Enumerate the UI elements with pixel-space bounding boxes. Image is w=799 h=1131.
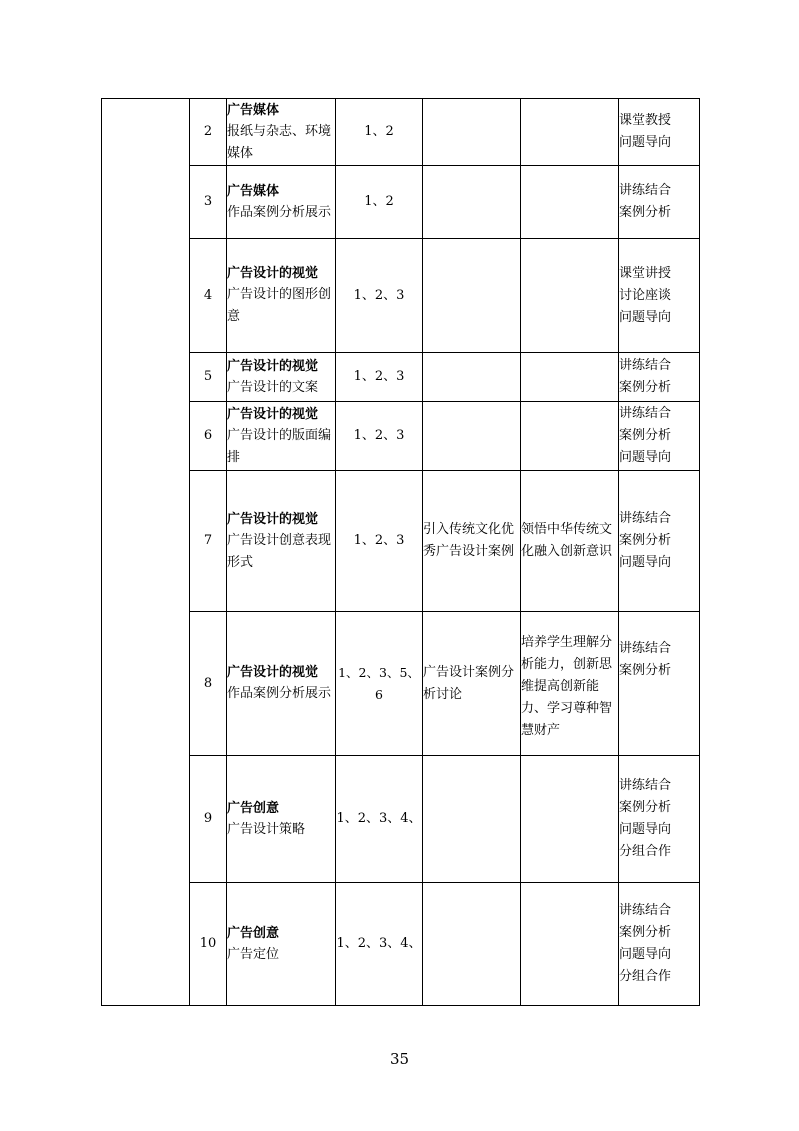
lesson-content: 广告定位 — [227, 946, 280, 962]
ideology-cell — [423, 402, 521, 471]
method-item: 讲练结合 — [619, 358, 672, 373]
method-item: 讲练结合 — [619, 183, 672, 198]
method-item: 问题导向 — [619, 822, 672, 837]
lesson-refs: 1、2、3、4、 — [336, 756, 423, 883]
table-row — [102, 612, 700, 756]
lesson-content: 广告设计策略 — [227, 821, 306, 837]
lesson-content: 广告设计的图形创意 — [227, 287, 332, 324]
lesson-number: 9 — [190, 756, 227, 883]
method-cell — [619, 471, 700, 612]
ideology-cell — [423, 883, 521, 1006]
method-cell — [619, 883, 700, 1006]
lesson-title: 广告媒体 — [227, 183, 280, 199]
lesson-title: 广告设计的视觉 — [227, 665, 319, 680]
lesson-title: 广告创意 — [227, 925, 280, 941]
goal-cell: 培养学生理解分析能力，创新思维提高创新能力、学习尊种智慧财产 — [521, 612, 619, 756]
method-item: 问题导向 — [619, 450, 672, 465]
lesson-content: 报纸与杂志、环境媒体 — [227, 123, 332, 161]
lesson-topic — [227, 99, 336, 166]
goal-cell: 领悟中华传统文化融入创新意识 — [521, 471, 619, 612]
method-item: 案例分析 — [619, 380, 672, 395]
method-cell — [619, 353, 700, 402]
ideology-cell — [423, 353, 521, 402]
chapter-cell — [102, 99, 190, 1006]
method-item: 讲练结合 — [619, 406, 672, 421]
lesson-topic — [227, 353, 336, 402]
page-number: 35 — [389, 1050, 410, 1068]
method-item: 分组合作 — [619, 969, 672, 984]
table-row — [102, 99, 700, 166]
goal-cell — [521, 353, 619, 402]
goal-cell — [521, 883, 619, 1006]
lesson-title: 广告设计的视觉 — [227, 406, 319, 422]
lesson-number: 2 — [190, 99, 227, 166]
lesson-number: 5 — [190, 353, 227, 402]
lesson-title: 广告媒体 — [227, 102, 280, 118]
lesson-title: 广告创意 — [227, 800, 280, 816]
table-row — [102, 471, 700, 612]
method-item: 课堂教授 — [619, 113, 672, 128]
ideology-cell: 引入传统文化优秀广告设计案例 — [423, 471, 521, 612]
method-item: 问题导向 — [619, 947, 672, 962]
method-cell — [619, 239, 700, 353]
table-row — [102, 239, 700, 353]
method-item: 案例分析 — [619, 428, 672, 443]
lesson-topic — [227, 239, 336, 353]
table-row — [102, 402, 700, 471]
lesson-content: 广告设计创意表现形式 — [227, 532, 332, 570]
method-item: 讲练结合 — [619, 511, 672, 526]
lesson-refs: 1、2、3、5、6 — [336, 612, 423, 756]
lesson-number: 7 — [190, 471, 227, 612]
lesson-refs: 1、2、3 — [336, 471, 423, 612]
lesson-refs: 1、2、3 — [336, 353, 423, 402]
lesson-refs: 1、2 — [336, 166, 423, 239]
lesson-title: 广告设计的视觉 — [227, 266, 319, 281]
method-item: 问题导向 — [619, 555, 672, 570]
lesson-content: 广告设计的文案 — [227, 379, 319, 395]
method-item: 案例分析 — [619, 800, 672, 815]
lesson-refs: 1、2 — [336, 99, 423, 166]
table-row — [102, 353, 700, 402]
method-cell — [619, 166, 700, 239]
method-item: 案例分析 — [619, 663, 672, 678]
ideology-cell — [423, 239, 521, 353]
goal-cell — [521, 166, 619, 239]
goal-cell — [521, 402, 619, 471]
lesson-refs: 1、2、3、4、 — [336, 883, 423, 1006]
lesson-number: 8 — [190, 612, 227, 756]
method-item: 案例分析 — [619, 533, 672, 548]
ideology-cell — [423, 99, 521, 166]
goal-cell — [521, 756, 619, 883]
ideology-cell — [423, 756, 521, 883]
method-item: 讲练结合 — [619, 903, 672, 918]
method-cell — [619, 612, 700, 756]
lesson-topic — [227, 883, 336, 1006]
method-item: 讲练结合 — [619, 778, 672, 793]
table-row — [102, 166, 700, 239]
lesson-number: 10 — [190, 883, 227, 1006]
lesson-content: 作品案例分析展示 — [227, 204, 332, 220]
lesson-topic — [227, 402, 336, 471]
ideology-cell — [423, 166, 521, 239]
lesson-content: 作品案例分析展示 — [227, 686, 332, 701]
goal-cell — [521, 99, 619, 166]
method-item: 讨论座谈 — [619, 287, 672, 303]
lesson-topic — [227, 166, 336, 239]
ideology-cell: 广告设计案例分析讨论 — [423, 612, 521, 756]
lesson-topic — [227, 471, 336, 612]
lesson-number: 4 — [190, 239, 227, 353]
method-item: 讲练结合 — [619, 641, 672, 656]
course-schedule-table — [101, 98, 700, 1006]
method-item: 案例分析 — [619, 205, 672, 220]
method-cell — [619, 402, 700, 471]
lesson-topic — [227, 612, 336, 756]
lesson-title: 广告设计的视觉 — [227, 358, 319, 374]
method-item: 案例分析 — [619, 925, 672, 940]
lesson-number: 6 — [190, 402, 227, 471]
method-item: 问题导向 — [619, 135, 672, 150]
lesson-title: 广告设计的视觉 — [227, 511, 319, 527]
method-item: 课堂讲授 — [619, 265, 672, 281]
method-item: 分组合作 — [619, 844, 672, 859]
method-cell — [619, 756, 700, 883]
table-row — [102, 756, 700, 883]
goal-cell — [521, 239, 619, 353]
lesson-refs: 1、2、3 — [336, 239, 423, 353]
lesson-topic — [227, 756, 336, 883]
method-cell — [619, 99, 700, 166]
lesson-number: 3 — [190, 166, 227, 239]
method-item: 问题导向 — [619, 309, 672, 325]
lesson-content: 广告设计的版面编排 — [227, 427, 332, 465]
table-row — [102, 883, 700, 1006]
lesson-refs: 1、2、3 — [336, 402, 423, 471]
